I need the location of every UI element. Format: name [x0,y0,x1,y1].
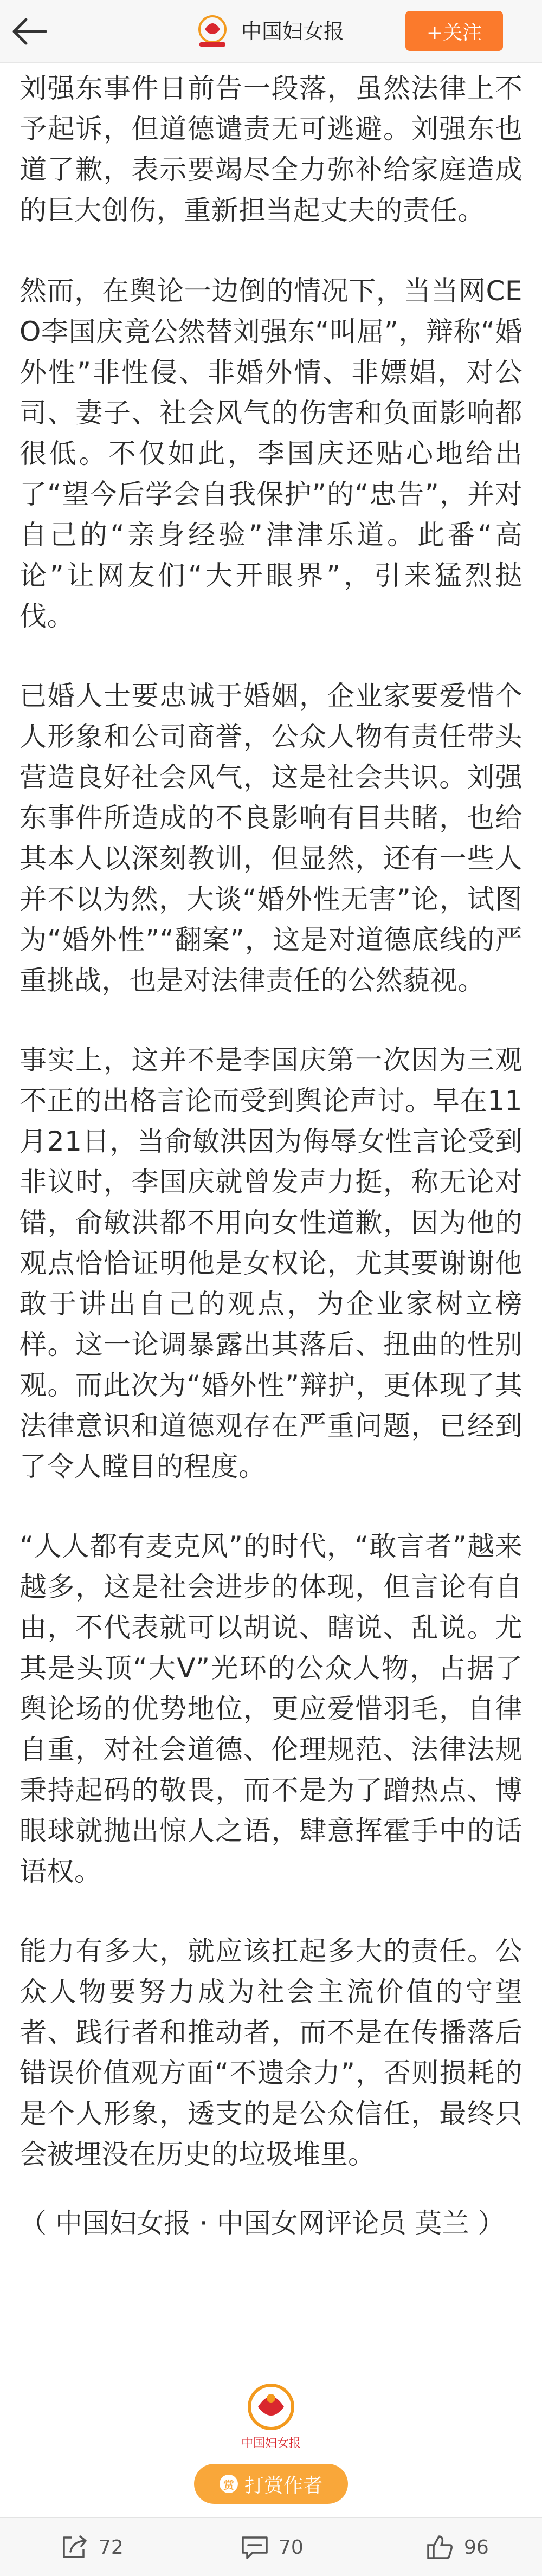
share-count: 72 [99,2536,124,2559]
byline: （ 中国妇女报 · 中国女网评论员 莫兰 ） [20,2207,505,2239]
account-name[interactable]: 中国妇女报 [241,20,345,43]
article-paragraph: 已婚人士要忠诚于婚姻，企业家要爱惜个人形象和公司商誉，公众人物有责任带头营造良好社会风气，这是社会共识。刘强东事件所造成的不良影响有目共睹，也给其本人以深刻教训，但显然，还有一些人并不以为然，大谈“婚外性无害”论，试图为“婚外性”“翻案”，这是对道德底线的严重挑战，也是对法律责任的公然藐视。 [20,680,522,996]
top-bar [0,0,542,63]
article-paragraph: 然而，在舆论一边倒的情况下，当当网CEO李国庆竟公然替刘强东“叫屈”，辩称“婚外性”非性侵、非婚外情、非嫖娼，对公司、妻子、社会风气的伤害和负面影响都很低。不仅如此，李国庆还贴心地给出了“望今后学会自我保护”的“忠告”，并对自己的“亲身经验”津津乐道。此番“高论”让网友们“大开眼界”，引来猛烈挞伐。 [20,275,522,632]
article-body [20,68,522,2244]
comment-count: 70 [279,2536,304,2559]
back-arrow-icon [10,16,48,47]
back-button[interactable] [10,16,48,47]
like-count: 96 [464,2536,489,2559]
comment-button[interactable] [241,2532,304,2562]
share-icon [61,2534,89,2560]
article-paragraph: 刘强东事件日前告一段落，虽然法律上不予起诉，但道德谴责无可逃避。刘强东也道了歉，表示要竭尽全力弥补给家庭造成的巨大创伤，重新担当起丈夫的责任。 [20,73,522,226]
article-paragraph: “人人都有麦克风”的时代，“敢言者”越来越多，这是社会进步的体现，但言论有自由，不代表就可以胡说、瞎说、乱说。尤其是头顶“大V”光环的公众人物，占据了舆论场的优势地位，更应爱惜羽毛，自律自重，对社会道德、伦理规范、法律法规秉持起码的敬畏，而不是为了蹭热点、博眼球就抛出惊人之语，肆意挥霍手中的话语权。 [20,1531,522,1887]
reward-coin-icon: 赏 [220,2475,238,2493]
share-button[interactable] [61,2532,124,2562]
logo-icon [192,13,233,50]
reward-label: 打赏作者 [244,2474,322,2497]
like-icon [426,2534,454,2560]
newspaper-logo-icon [233,2379,309,2460]
bottom-action-bar [0,2517,542,2576]
article-paragraph: 能力有多大，就应该扛起多大的责任。公众人物要努力成为社会主流价值的守望者、践行者和推动者，而不是在传播落后错误价值观方面“不遗余力”，否则损耗的是个人形象，透支的是公众信任，最终只会被埋没在历史的垃圾堆里。 [20,1935,522,2170]
comment-icon [241,2534,269,2560]
end-logo-text: 中国妇女报 [241,2437,301,2450]
like-button[interactable] [426,2532,489,2562]
article-paragraph: 事实上，这并不是李国庆第一次因为三观不正的出格言论而受到舆论声讨。早在11月21日，当俞敏洪因为侮辱女性言论受到非议时，李国庆就曾发声力挺，称无论对错，俞敏洪都不用向女性道歉，因为他的观点恰恰证明他是女权论，尤其要谢谢他敢于讲出自己的观点，为企业家树立榜样。这一论调暴露出其落后、扭曲的性别观。而此次为“婚外性”辩护，更体现了其法律意识和道德观存在严重问题，已经到了令人瞠目的程度。 [20,1044,522,1482]
follow-button[interactable]: +关注 [405,11,503,51]
reward-author-button[interactable] [194,2464,348,2504]
